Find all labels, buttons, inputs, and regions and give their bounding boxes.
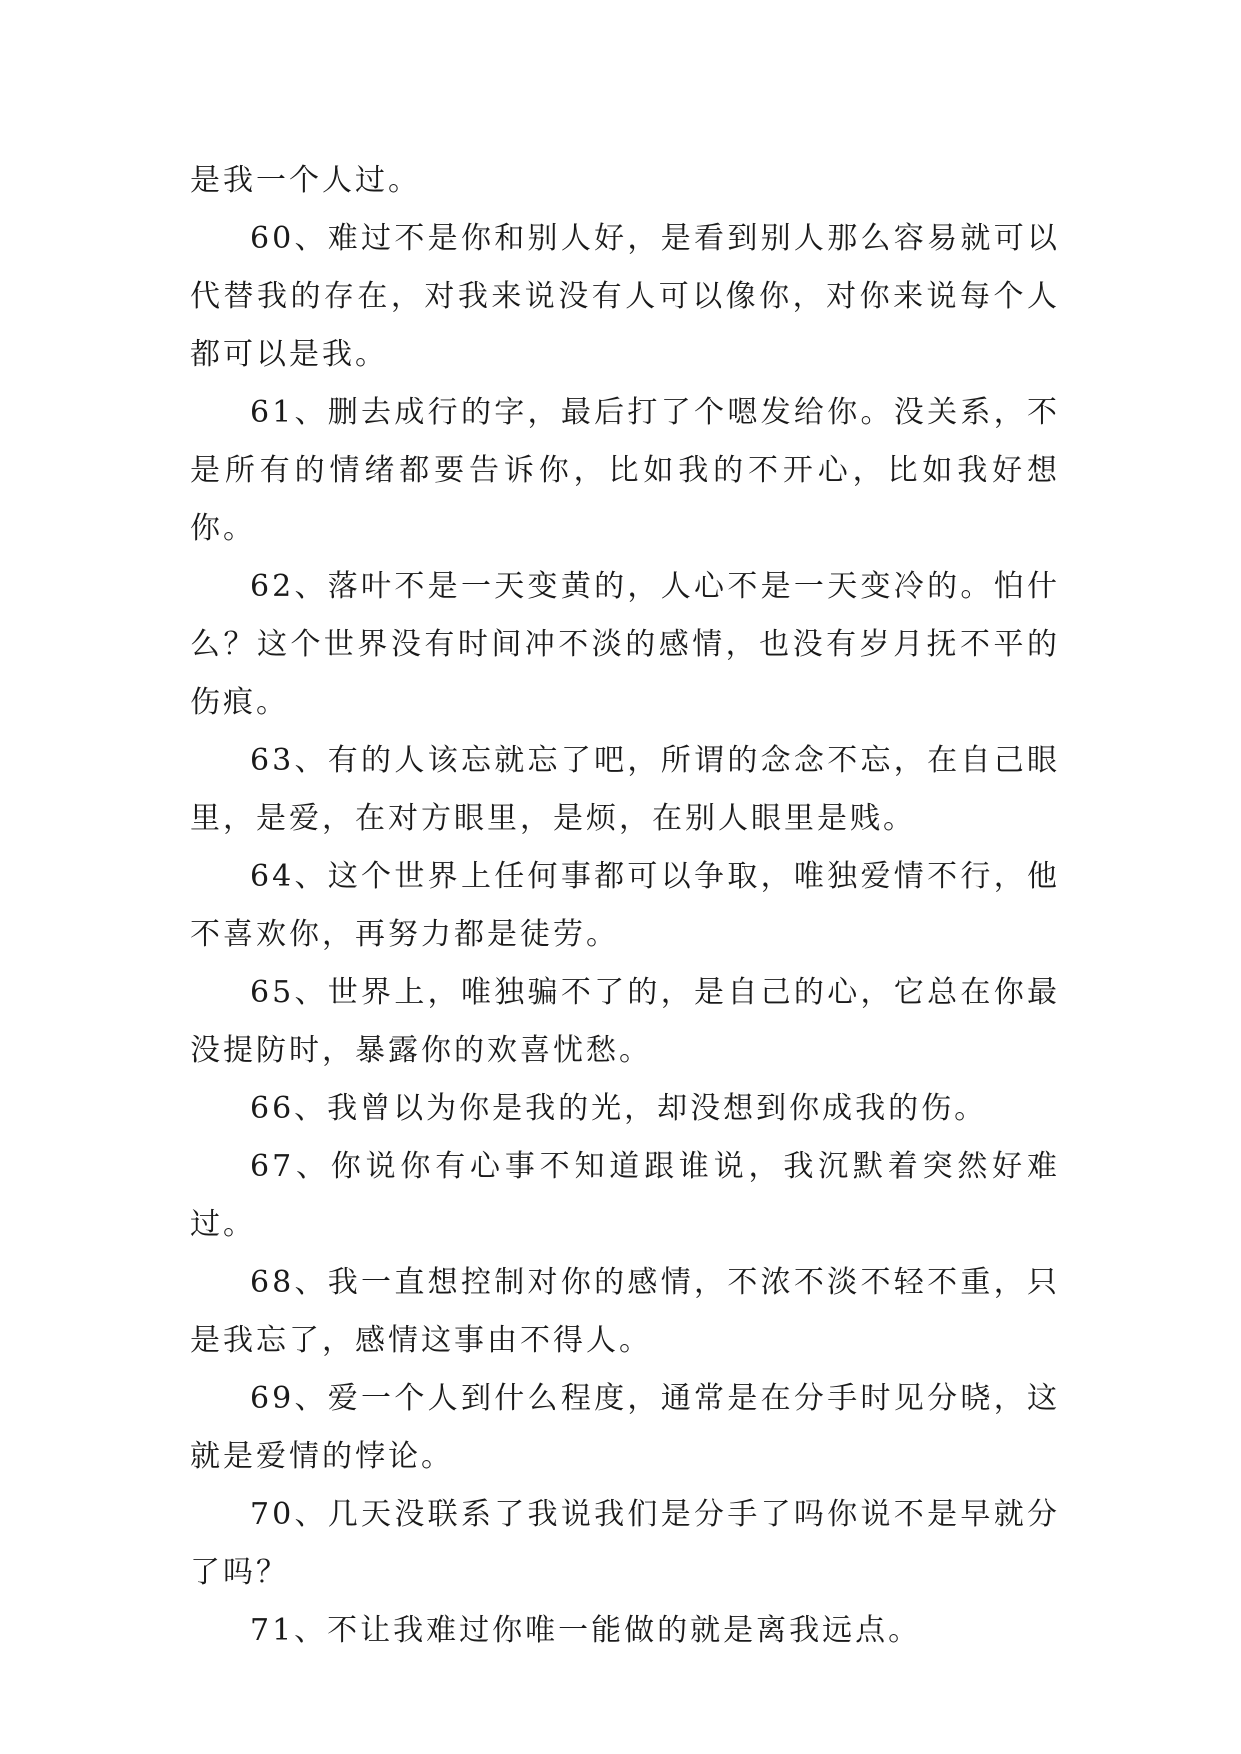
paragraph-0: 是我一个人过。 [190, 163, 421, 198]
paragraph-68: 68、我一直想控制对你的感情，不浓不淡不轻不重，只是我忘了，感情这事由不得人。 [190, 1265, 1060, 1358]
paragraph-65: 65、世界上，唯独骗不了的，是自己的心，它总在你最没提防时，暴露你的欢喜忧愁。 [190, 975, 1060, 1068]
paragraph-64: 64、这个世界上任何事都可以争取，唯独爱情不行，他不喜欢你，再努力都是徒劳。 [190, 859, 1060, 952]
paragraph-63: 63、有的人该忘就忘了吧，所谓的念念不忘，在自己眼里，是爱，在对方眼里，是烦，在别人眼里是贱。 [190, 743, 1060, 836]
paragraph-70: 70、几天没联系了我说我们是分手了吗你说不是早就分了吗？ [190, 1497, 1060, 1590]
paragraph-60: 60、难过不是你和别人好，是看到别人那么容易就可以代替我的存在，对我来说没有人可以像你，对你来说每个人都可以是我。 [190, 221, 1060, 372]
paragraph-62: 62、落叶不是一天变黄的，人心不是一天变冷的。怕什么？这个世界没有时间冲不淡的感情，也没有岁月抚不平的伤痕。 [190, 569, 1060, 720]
paragraph-66: 66、我曾以为你是我的光，却没想到你成我的伤。 [250, 1091, 988, 1126]
paragraph-71: 71、不让我难过你唯一能做的就是离我远点。 [250, 1613, 922, 1648]
paragraph-61: 61、删去成行的字，最后打了个嗯发给你。没关系，不是所有的情绪都要告诉你，比如我的不开心，比如我好想你。 [190, 395, 1060, 546]
document-page [190, 152, 1060, 1660]
paragraph-69: 69、爱一个人到什么程度，通常是在分手时见分晓，这就是爱情的悖论。 [190, 1381, 1060, 1474]
paragraph-67: 67、你说你有心事不知道跟谁说，我沉默着突然好难过。 [190, 1149, 1060, 1242]
